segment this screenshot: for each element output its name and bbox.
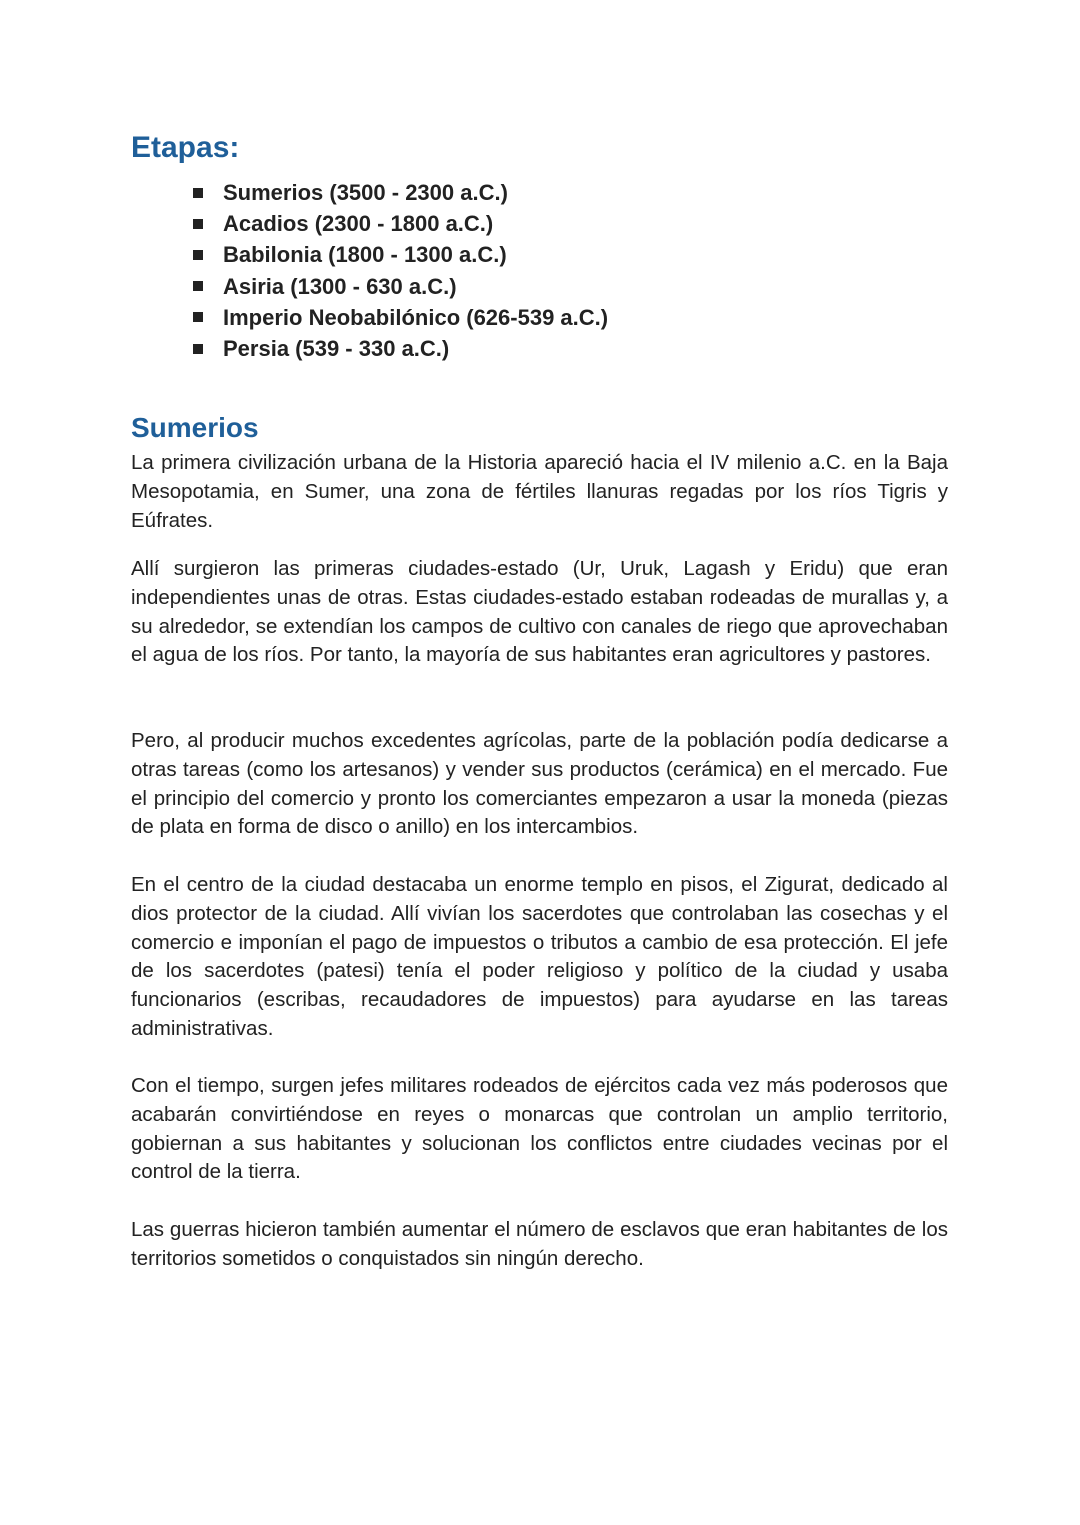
etapa-label: Babilonia (1800 - 1300 a.C.): [223, 242, 507, 268]
square-bullet-icon: [193, 188, 203, 198]
paragraph: Allí surgieron las primeras ciudades-estado (Ur, Uruk, Lagash y Eridu) que eran independientes unas de otras. Estas ciudades-estado estaban rodeadas de murallas y, a su alrededor, se extendían los campos de cultivo con canales de riego que aprovechaban el agua de los ríos. Por tanto, la mayoría de sus habitantes eran agricultores y pastores.: [131, 557, 948, 667]
etapas-heading: Etapas:: [131, 131, 240, 164]
sumerios-heading: Sumerios: [131, 412, 259, 443]
etapa-label: Imperio Neobabilónico (626-539 a.C.): [223, 304, 609, 330]
square-bullet-icon: [193, 250, 203, 260]
paragraph: Con el tiempo, surgen jefes militares rodeados de ejércitos cada vez más poderosos que acabarán convirtiéndose en reyes o monarcas que controlan un amplio territorio, gobiernan a sus habitantes y solucionan los conflictos entre ciudades vecinas por el control de la tierra.: [131, 1074, 948, 1184]
paragraph: La primera civilización urbana de la Historia apareció hacia el IV milenio a.C. en la Baja Mesopotamia, en Sumer, una zona de fértiles llanuras regadas por los ríos Tigris y Eúfrates.: [131, 451, 948, 532]
list-item: [193, 271, 608, 302]
etapa-label: Asiria (1300 - 630 a.C.): [223, 273, 457, 299]
list-item: [193, 177, 608, 208]
list-item: [193, 333, 608, 364]
paragraph: Las guerras hicieron también aumentar el número de esclavos que eran habitantes de los territorios sometidos o conquistados sin ningún derecho.: [131, 1218, 948, 1270]
square-bullet-icon: [193, 344, 203, 354]
square-bullet-icon: [193, 281, 203, 291]
etapas-list: [193, 177, 608, 364]
paragraph: En el centro de la ciudad destacaba un enorme templo en pisos, el Zigurat, dedicado al dios protector de la ciudad. Allí vivían los sacerdotes que controlaban las cosechas y el comercio e imponían el pago de impuestos o tributos a cambio de esa protección. El jefe de los sacerdotes (patesi) tenía el poder religioso y político de la ciudad y usaba funcionarios (escribas, recaudadores de impuestos) para ayudarse en las tareas administrativas.: [131, 873, 948, 1040]
etapa-label: Acadios (2300 - 1800 a.C.): [223, 211, 494, 237]
square-bullet-icon: [193, 219, 203, 229]
square-bullet-icon: [193, 312, 203, 322]
etapa-label: Persia (539 - 330 a.C.): [223, 335, 450, 361]
etapa-label: Sumerios (3500 - 2300 a.C.): [223, 180, 508, 205]
list-item: [193, 239, 608, 270]
list-item: [193, 208, 608, 239]
list-item: [193, 302, 608, 333]
paragraph: Pero, al producir muchos excedentes agrícolas, parte de la población podía dedicarse a otras tareas (como los artesanos) y vender sus productos (cerámica) en el mercado. Fue el principio del comercio y pronto los comerciantes empezaron a usar la moneda (piezas de plata en forma de disco o anillo) en los intercambios.: [131, 729, 948, 839]
